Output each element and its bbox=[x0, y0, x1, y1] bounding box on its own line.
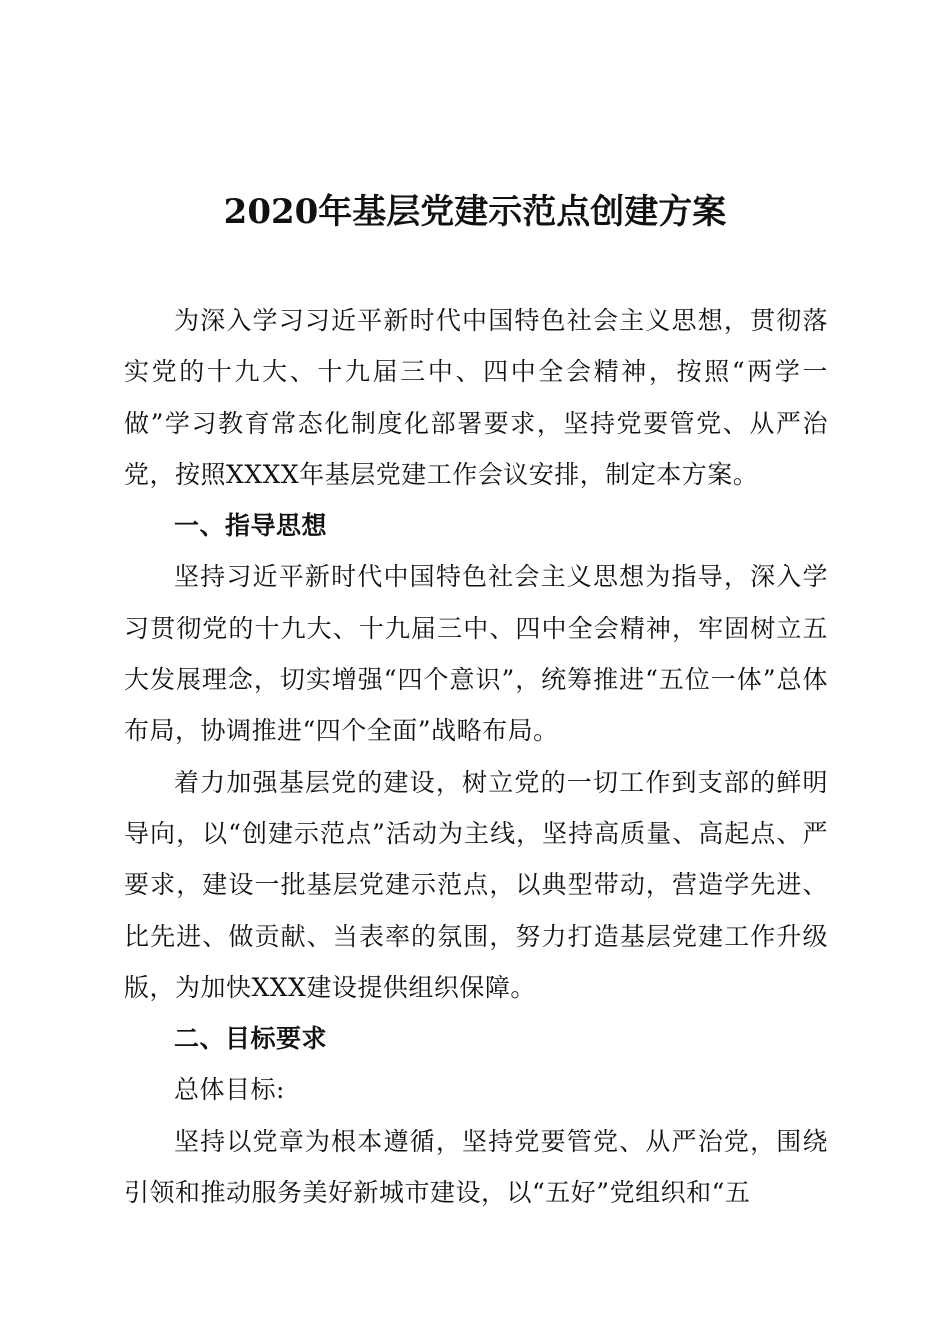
section-heading-guiding-ideology: 一、指导思想 bbox=[174, 511, 328, 541]
paragraph-intro: 为深入学习习近平新时代中国特色社会主义思想，贯彻落实党的十九大、十九届三中、四中全会精神，按照“两学一做”学习教育常态化制度化部署要求，坚持党要管党、从严治党，按照XXXX年基层党建工作会议安排，制定本方案。 bbox=[124, 306, 828, 489]
paragraph-overall-goal-label: 总体目标: bbox=[174, 1075, 285, 1105]
document-title: 2020年基层党建示范点创建方案 bbox=[223, 192, 727, 232]
paragraph-overall-goal: 坚持以党章为根本遵循，坚持党要管党、从严治党，围绕引领和推动服务美好新城市建设，以“五好”党组织和“五 bbox=[124, 1126, 828, 1208]
document-body bbox=[124, 295, 828, 1218]
paragraph-strengthen-party-building: 着力加强基层党的建设，树立党的一切工作到支部的鲜明导向，以“创建示范点”活动为主线，坚持高质量、高起点、严要求，建设一批基层党建示范点，以典型带动，营造学先进、比先进、做贡献、当表率的氛围，努力打造基层党建工作升级版，为加快XXX建设提供组织保障。 bbox=[124, 767, 828, 1002]
paragraph-guiding-ideology: 坚持习近平新时代中国特色社会主义思想为指导，深入学习贯彻党的十九大、十九届三中、四中全会精神，牢固树立五大发展理念，切实增强“四个意识”，统筹推进“五位一体”总体布局，协调推进“四个全面”战略布局。 bbox=[124, 562, 828, 746]
section-heading-goals: 二、目标要求 bbox=[174, 1024, 328, 1054]
